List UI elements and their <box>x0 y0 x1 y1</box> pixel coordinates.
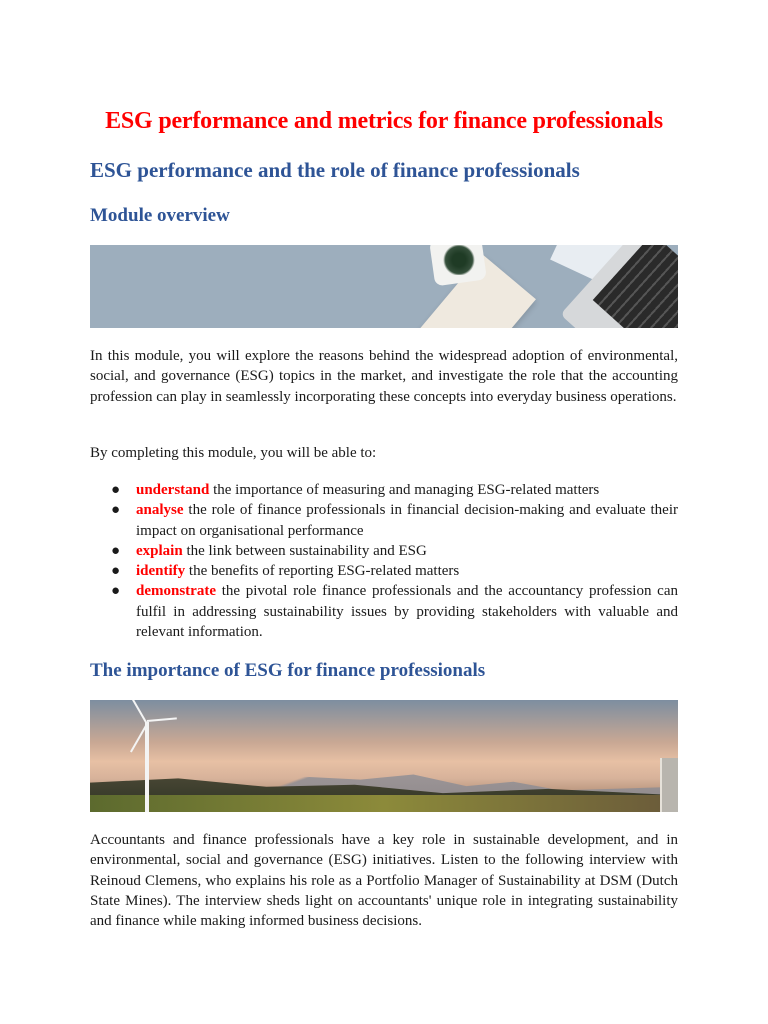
objectives-list <box>90 480 678 642</box>
completing-line: By completing this module, you will be able to: <box>90 445 377 461</box>
list-item <box>90 500 678 541</box>
wind-turbine-icon <box>145 722 149 812</box>
heading-module-overview: Module overview <box>90 205 230 226</box>
objective-text: the role of finance professionals in financial decision-making and evaluate their impact on organisational performance <box>136 502 678 539</box>
heading-importance-of-esg: The importance of ESG for finance professionals <box>90 660 486 681</box>
bullet-icon: ● <box>111 502 121 519</box>
list-item <box>90 480 678 500</box>
objective-text: the importance of measuring and managing ESG-related matters <box>209 482 600 498</box>
bullet-icon: ● <box>111 583 121 600</box>
intro-paragraph: In this module, you will explore the reasons behind the widespread adoption of environmental, social, and governance (ESG) topics in the market, and investigate the role that the accounting profession can play in seamlessly incorporating these concepts into everyday business operations. <box>90 348 678 405</box>
objective-text: the pivotal role finance professionals and the accountancy profession can fulfil in addressing sustainability issues by providing stakeholders with valuable and relevant information. <box>136 583 678 641</box>
objective-text: the link between sustainability and ESG <box>182 542 427 559</box>
objective-keyword: understand <box>136 482 210 498</box>
bullet-icon: ● <box>111 482 121 498</box>
list-item <box>90 561 678 581</box>
list-item <box>90 541 678 561</box>
desk-banner-image <box>90 245 678 328</box>
objective-text: the benefits of reporting ESG-related matters <box>185 563 460 580</box>
objective-keyword: explain <box>136 542 183 559</box>
document-title: ESG performance and metrics for finance professionals <box>105 108 663 134</box>
objective-keyword: identify <box>136 563 186 580</box>
objective-keyword: analyse <box>136 502 184 519</box>
bullet-icon: ● <box>111 563 121 580</box>
bullet-icon: ● <box>111 542 121 559</box>
objective-keyword: demonstrate <box>136 583 216 600</box>
landscape-banner-image <box>90 700 678 812</box>
importance-paragraph: Accountants and finance professionals have a key role in sustainable development, and in environmental, social and governance (ESG) initiatives. Listen to the following interview with Reinoud Clemens, who explains his role as a Portfolio Manager of Sustainability at DSM (Dutch State Mines). The interview sheds light on accountants' unique role in integrating sustainability and finance while making informed business decisions. <box>90 832 678 930</box>
heading-role-of-finance: ESG performance and the role of finance professionals <box>90 158 580 182</box>
list-item <box>90 581 678 642</box>
